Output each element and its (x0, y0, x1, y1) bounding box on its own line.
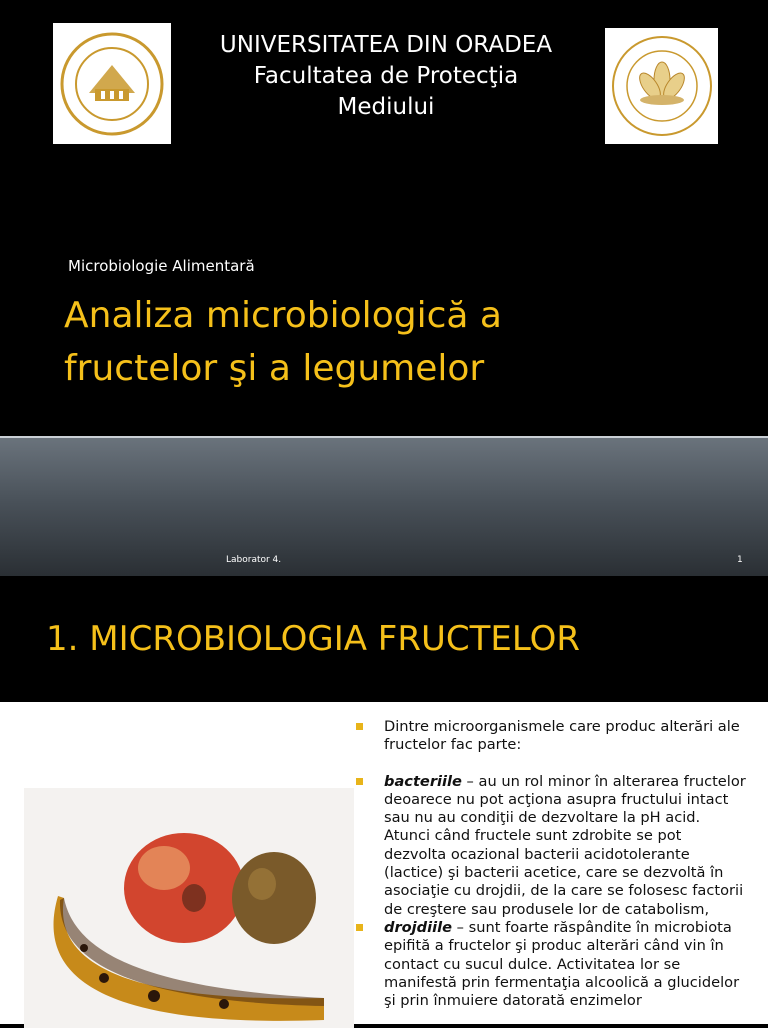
footer-band (0, 436, 768, 576)
bullet-term: bacteriile (384, 772, 462, 790)
faculty-name-line2: Mediului (337, 94, 435, 120)
bullet-marker-icon (356, 723, 363, 730)
list-item (356, 718, 746, 755)
course-subject: Microbiologie Alimentară (68, 257, 255, 275)
faculty-logo (605, 28, 718, 144)
slide-body (0, 702, 768, 1024)
rotting-fruit-image (24, 788, 354, 1028)
slide-title-line2: fructelor şi a legumelor (64, 348, 485, 389)
university-logo (53, 23, 171, 144)
slide-header (0, 576, 768, 694)
bullet-marker-icon (356, 924, 363, 931)
bullet-marker-icon (356, 778, 363, 785)
footer-lab-label: Laborator 4. (226, 555, 282, 565)
list-item (356, 773, 746, 919)
slide-title (64, 289, 502, 395)
slide-number: 1 (737, 555, 743, 565)
university-seal-icon (59, 31, 165, 137)
bullet-term: drojdiile (384, 918, 453, 936)
list-item (356, 919, 746, 1010)
list-spacer (356, 755, 746, 773)
bullet-text: – au un rol minor în alterarea fructelor deoarece nu pot acţiona asupra fructului intact sau nu au condiţii de dezvoltare la pH acid. Atunci când fructele sunt zdrobite se pot dezvolta ocazional bacterii acidotolerante (lactice) şi bacterii acetice, care se dezvoltă în asociaţie cu drojdii, de la care se folosesc factorii de creştere sau produsele lor de catabolism, (384, 772, 746, 918)
bullet-text: Dintre microorganismele care produc alterări ale fructelor fac parte: (384, 718, 740, 754)
faculty-name-line1: Facultatea de Protecţia (253, 63, 519, 89)
fruit-photo (24, 788, 354, 1028)
university-name: UNIVERSITATEA DIN ORADEA (219, 32, 553, 58)
content-bullet-list (356, 718, 746, 1010)
university-header (170, 30, 602, 123)
section-heading: 1. MICROBIOLOGIA FRUCTELOR (46, 619, 580, 659)
content-slide (0, 576, 768, 1024)
bullet-text: – sunt foarte răspândite în microbiota epifită a fructelor şi produc alterări când vin în contact cu sucul dulce. Activitatea lor se manifestă prin fermentaţia alcoolică a glucidelor şi prin înmuiere datorată enzimelor (384, 918, 740, 1010)
lotus-seal-icon (610, 34, 714, 138)
slide-title-line1: Analiza microbiologică a (64, 295, 502, 336)
